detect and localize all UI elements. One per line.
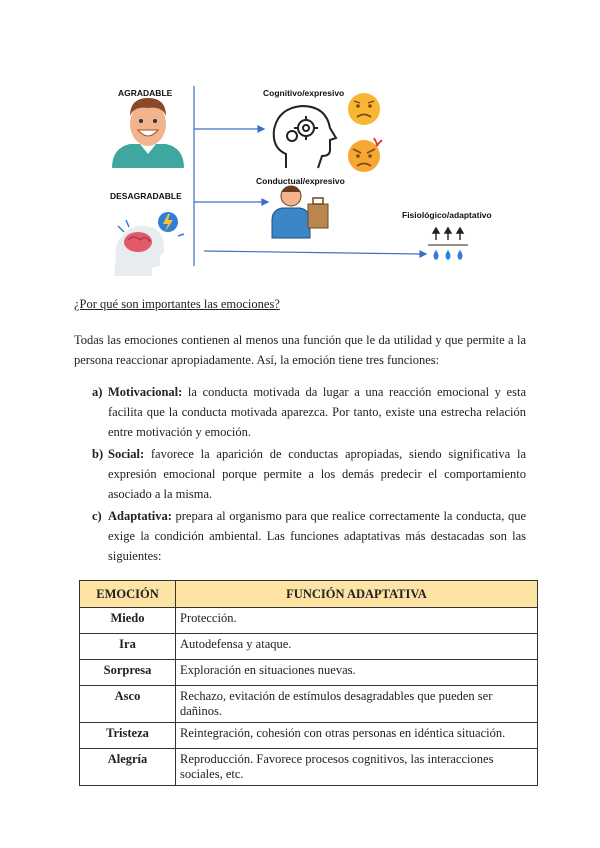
cell-function: Autodefensa y ataque. (176, 634, 538, 660)
section-heading: ¿Por qué son importantes las emociones? (74, 297, 280, 311)
list-text: favorece la aparición de conductas apropiadas, siendo significativa la expresión emocional porque permite a los demás predecir el comportamiento asociado a la misma. (108, 447, 526, 501)
cell-emotion: Asco (80, 686, 176, 723)
cell-emotion: Ira (80, 634, 176, 660)
header-emotion: EMOCIÓN (80, 581, 176, 608)
emotion-functions-diagram (106, 76, 498, 280)
sad-face-icon (348, 93, 380, 125)
list-marker: a) (92, 385, 103, 399)
label-fisiologico: Fisiológico/adaptativo (402, 210, 492, 220)
list-term: Social: (108, 447, 145, 461)
header-function: FUNCIÓN ADAPTATIVA (176, 581, 538, 608)
cell-function: Exploración en situaciones nuevas. (176, 660, 538, 686)
table-row (80, 634, 538, 660)
gear-head-icon (274, 106, 336, 168)
adaptive-functions-table (79, 580, 538, 786)
diagram-graphics (106, 76, 498, 280)
label-agradable: AGRADABLE (118, 88, 173, 98)
label-desagradable: DESAGRADABLE (110, 191, 182, 201)
angry-face-icon (348, 138, 382, 172)
cell-function: Protección. (176, 608, 538, 634)
cell-emotion: Sorpresa (80, 660, 176, 686)
table-header-row (80, 581, 538, 608)
table-row (80, 686, 538, 723)
intro-paragraph: Todas las emociones contienen al menos una función que le da utilidad y que permite a la persona reaccionar apropiadamente. Así, la emoción tiene tres funciones: (74, 333, 526, 367)
cell-function: Reintegración, cohesión con otras personas en idéntica situación. (176, 723, 538, 749)
table-row (80, 723, 538, 749)
list-marker: c) (92, 509, 102, 523)
cell-function: Reproducción. Favorece procesos cognitivos, las interacciones sociales, etc. (176, 749, 538, 786)
happy-man-icon (112, 98, 184, 168)
worker-icon (272, 186, 328, 238)
table-row (80, 608, 538, 634)
cell-emotion: Tristeza (80, 723, 176, 749)
list-text: la conducta motivada da lugar a una reacción emocional y esta facilita que la conducta motivada aparezca. Por tanto, existe una estrecha relación entre motivación y emoción. (108, 385, 526, 439)
list-item (92, 506, 526, 566)
label-cognitivo: Cognitivo/expresivo (263, 88, 345, 98)
label-conductual: Conductual/expresivo (256, 176, 345, 186)
list-marker: b) (92, 447, 104, 461)
list-item (92, 444, 526, 504)
cell-emotion: Alegría (80, 749, 176, 786)
list-term: Adaptativa: (108, 509, 172, 523)
table-row (80, 749, 538, 786)
drops-icon (428, 228, 468, 260)
brain-head-icon (114, 212, 184, 276)
list-text: prepara al organismo para que realice correctamente la conducta, que exige la condición ambiental. Las funciones adaptativas más destacadas son las siguientes: (108, 509, 526, 563)
cell-function: Rechazo, evitación de estímulos desagradables que pueden ser dañinos. (176, 686, 538, 723)
list-term: Motivacional: (108, 385, 183, 399)
table-row (80, 660, 538, 686)
functions-list (92, 382, 526, 568)
list-item (92, 382, 526, 442)
cell-emotion: Miedo (80, 608, 176, 634)
